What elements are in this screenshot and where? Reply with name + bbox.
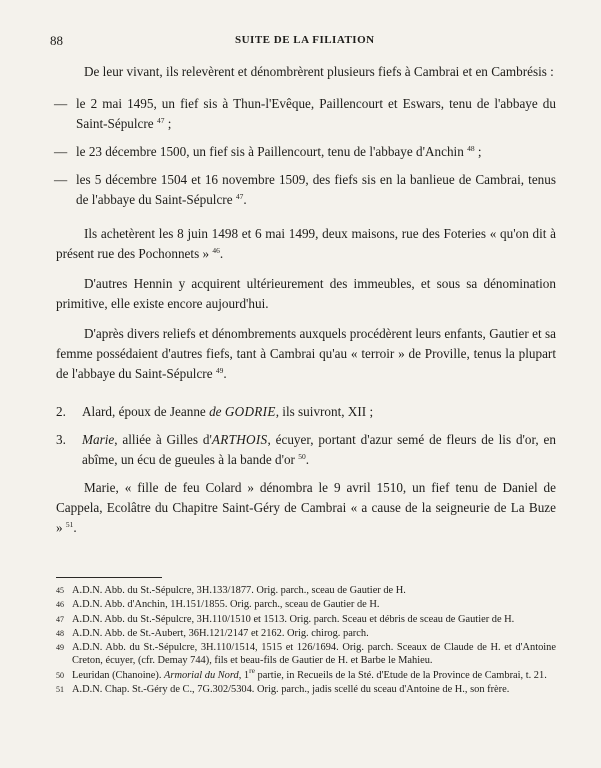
footnote-text: , 1 [238, 669, 250, 681]
footnote-ref: 46 [212, 246, 220, 255]
item-text-italic: de [209, 404, 222, 419]
punctuation: . [219, 246, 224, 261]
footnote-text: A.D.N. Abb. de St.-Aubert, 36H.121/2147 et 2162. Orig. chirog. parch. [72, 627, 369, 639]
punctuation: . [305, 452, 310, 467]
footnotes [56, 584, 556, 697]
list-item [56, 142, 556, 162]
footnote-text: Leuridan (Chanoine). [72, 669, 165, 681]
footnote-ref: 49 [215, 366, 224, 375]
footnote-ref: 50 [298, 452, 306, 461]
ordinal-suffix: re [249, 665, 255, 675]
fief-list [56, 94, 556, 210]
punctuation: . [73, 520, 77, 535]
list-item [56, 170, 556, 210]
list-item-text: le 23 décembre 1500, un fief sis à Paillencourt, tenu de l'abbaye d'Anchin [76, 144, 464, 159]
dash-marker: — [54, 144, 68, 159]
item-number: 2. [56, 404, 66, 419]
footnote-ref: 51 [65, 520, 74, 529]
page-number: 88 [50, 33, 63, 48]
footnote [56, 598, 556, 611]
footnote-number: 48 [56, 628, 64, 638]
item-text: , alliée à Gilles d' [114, 432, 212, 447]
punctuation: ; [474, 144, 482, 159]
page-header [50, 33, 561, 51]
footnote-text: A.D.N. Abb. d'Anchin, 1H.151/1855. Orig. parch., sceau de Gautier de H. [72, 599, 380, 611]
paragraph-text: Marie, « fille de feu Colard » dénombra le 9 avril 1510, un fief tenu de Daniel de Cappela, Ecolâtre du Chapitre Saint-Géry de Cambrai « a cause de la seigneurie de La Buze » [56, 480, 556, 535]
footnote [56, 683, 556, 696]
footnote [56, 665, 556, 682]
footnote-text: A.D.N. Abb. du St.-Sépulcre, 3H.110/1514, 1515 et 126/1694. Orig. parch. Sceaux de Claude de H. et d'Antoine Creton, écuyer, (cfr. Demay 744), fils et beau-fils de Gautier de H. et Barbe le Mahieu. [72, 642, 556, 667]
numbered-item-alard [56, 402, 556, 422]
paragraph-text: Ils achetèrent les 8 juin 1498 et 6 mai 1499, deux maisons, rue des Foteries « qu'on dit à présent rue des Pochonnets » [56, 226, 556, 261]
footnote-number: 45 [56, 586, 64, 595]
item-text: , ils suivront, XII ; [275, 404, 374, 419]
footnote [56, 627, 556, 640]
item-text: Alard, époux de Jeanne [82, 404, 210, 419]
surname: ARTHOIS [211, 432, 268, 447]
footnote-number: 46 [56, 600, 64, 610]
list-item [56, 94, 556, 134]
footnote-text: partie, in Recueils de la Sté. d'Etude de la Province de Cambrai, t. 21. [254, 669, 547, 681]
punctuation: . [223, 366, 227, 381]
footnote [56, 613, 556, 626]
surname: GODRIE [224, 404, 276, 419]
footnote [56, 584, 556, 597]
footnote-number: 49 [56, 643, 64, 653]
given-name: Marie [82, 432, 115, 447]
running-title: SUITE DE LA FILIATION [235, 34, 375, 46]
list-item-text: le 2 mai 1495, un fief sis à Thun-l'Evêque, Paillencourt et Eswars, tenu de l'abbaye du Saint-Sépulcre [76, 96, 556, 131]
numbered-item-marie [56, 430, 556, 470]
footnote-ref: 48 [467, 144, 475, 153]
footnote-ref: 47 [156, 116, 165, 125]
punctuation: . [243, 192, 247, 207]
item-text: , écuyer, portant d'azur semé de fleurs de lis d'or, en abîme, un écu de gueules à la bande d'or [82, 432, 556, 467]
dash-marker: — [54, 172, 68, 187]
paragraph-reliefs [56, 324, 556, 384]
main-text [56, 62, 556, 538]
item-number: 3. [56, 432, 66, 447]
footnote-text: A.D.N. Abb. du St.-Sépulcre, 3H.133/1877. Orig. parch., sceau de Gautier de H. [72, 585, 406, 596]
punctuation: ; [164, 116, 172, 131]
footnote [56, 641, 556, 668]
footnote-text: A.D.N. Abb. du St.-Sépulcre, 3H.110/1510 et 1513. Orig. parch. Sceau et débris de sceau de Gautier de H. [72, 613, 515, 625]
dash-marker: — [54, 96, 68, 111]
book-title: Armorial du Nord [164, 669, 239, 681]
footnote-number: 47 [56, 614, 64, 624]
paragraph-text: D'après divers reliefs et dénombrements auxquels procédèrent leurs enfants, Gautier et sa femme possédaient d'autres fiefs, tant à Cambrai qu'au « terroir » de Proville, tenus la plupart de l'abbaye du Saint-Sépulcre [56, 326, 556, 381]
list-item-text: les 5 décembre 1504 et 16 novembre 1509, des fiefs sis en la banlieue de Cambrai, tenus de l'abbaye du Saint-Sépulcre [76, 172, 556, 207]
footnote-number: 51 [56, 685, 64, 695]
paragraph-hennin: D'autres Hennin y acquirent ultérieurement des immeubles, et sous sa dénomination primitive, elle existe encore aujourd'hui. [56, 276, 556, 311]
paragraph-marie-denombrement [56, 478, 556, 538]
footnote-ref: 47 [235, 192, 244, 201]
paragraph-fiefs-intro: De leur vivant, ils relevèrent et dénombrèrent plusieurs fiefs à Cambrai et en Cambrésis : [84, 64, 554, 79]
footnote-text: A.D.N. Chap. St.-Géry de C., 7G.302/5304. Orig. parch., jadis scellé du sceau d'Antoine de H., son frère. [72, 684, 510, 696]
paragraph-houses [56, 224, 556, 264]
footnote-divider [56, 577, 162, 578]
footnote-number: 50 [56, 670, 64, 680]
